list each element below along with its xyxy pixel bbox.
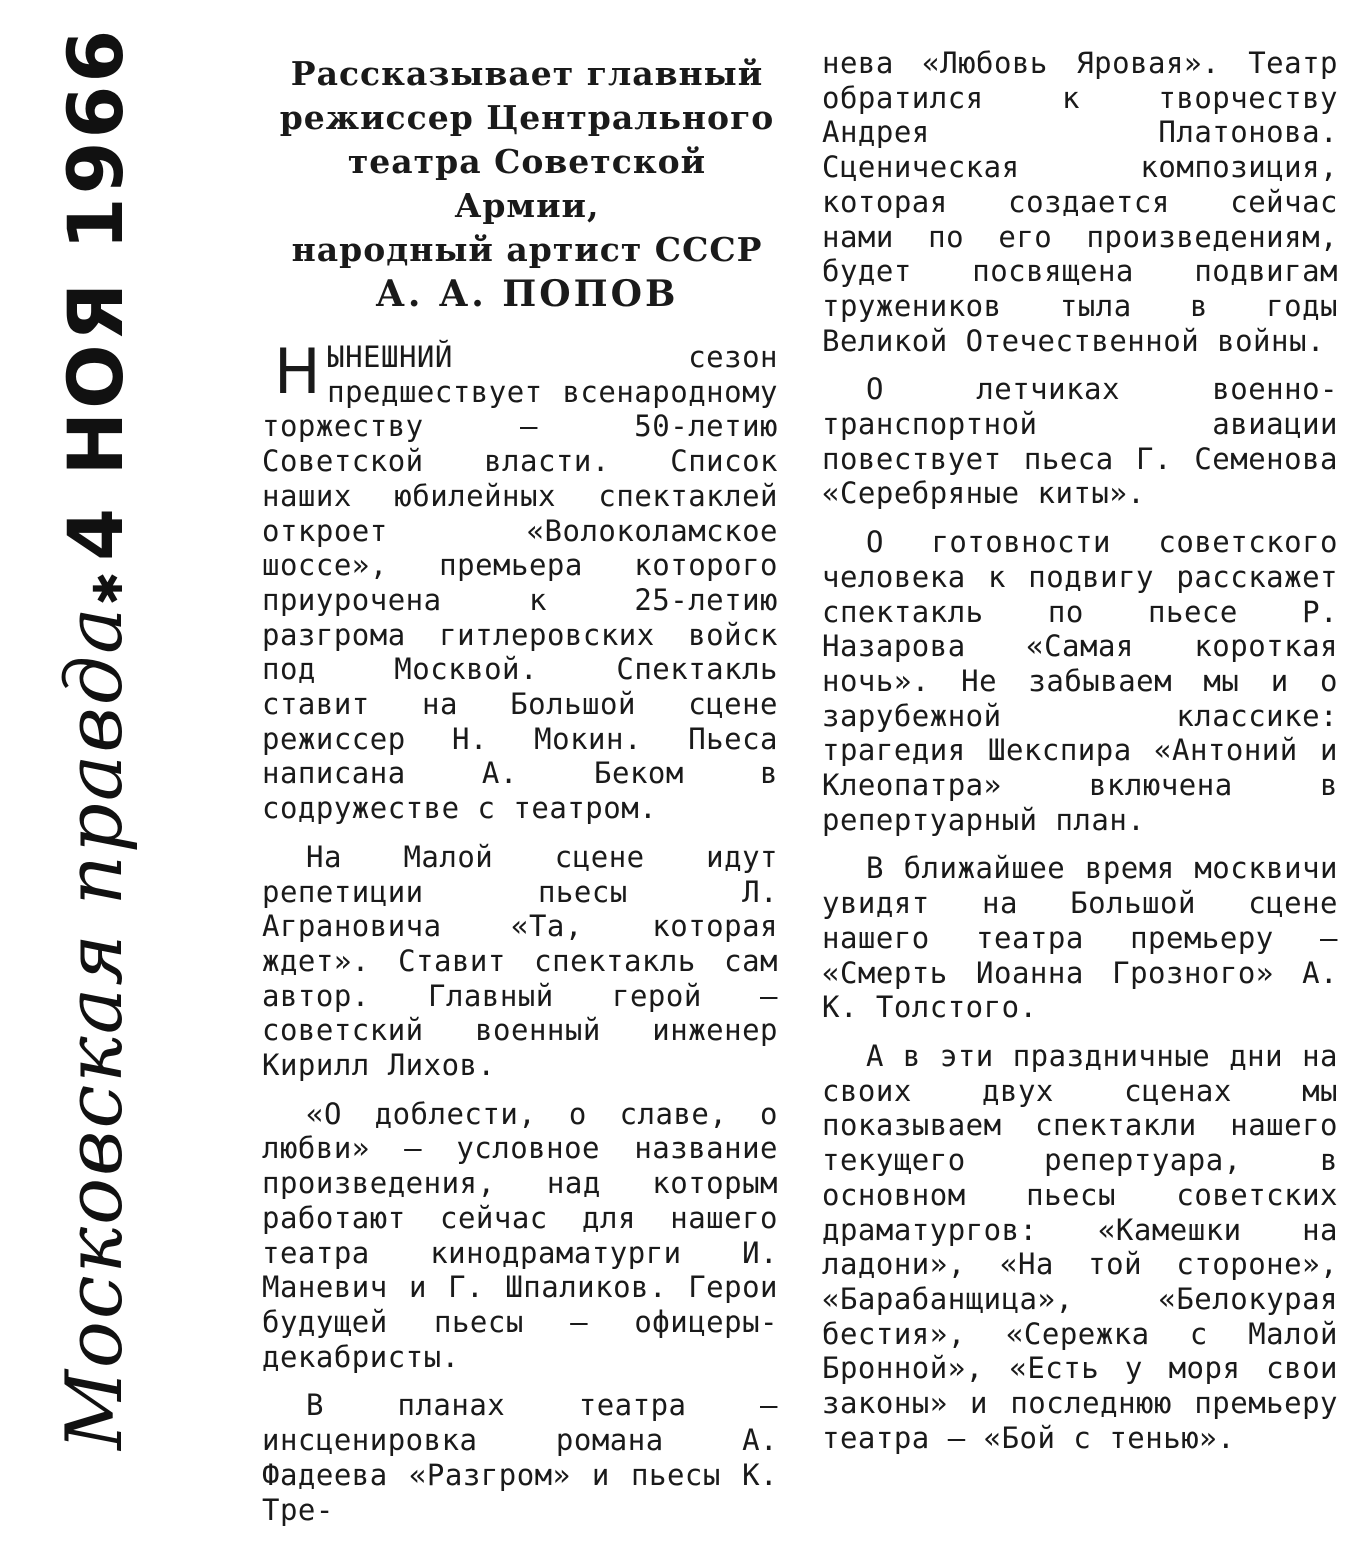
headline-line-5: народный артист СССР bbox=[291, 230, 763, 269]
headline-line-3: театра Советской bbox=[347, 142, 707, 181]
paragraph-text: ЫНЕШНИЙ сезон предшествует всенародному торжеству — 50-летию Советской власти. Список наших юбилейных спектаклей откроет «Волоколамское шоссе», премьера которого приурочена к 25-летию разгрома гитлеровских войск под Москвой. Спектакль ставит на Большой сцене режиссер Н. Мокин. Пьеса написана А. Беком в содружестве с театром. bbox=[262, 340, 778, 826]
article-paragraph: А в эти праздничные дни на своих двух сценах мы показываем спектакли нашего текущего репертуара, в основном пьесы советских драматургов: «Камешки на ладони», «На той стороне», «Барабанщица», «Белокурая бестия», «Сережка с Малой Бронной», «Есть у моря свои законы» и последнюю премьеру театра — «Бой с тенью». bbox=[822, 1038, 1338, 1455]
article-paragraph: О летчиках военно-транспортной авиации повествует пьеса Г. Семенова «Серебряные киты». bbox=[822, 372, 1338, 511]
article-paragraph: В ближайшее время москвичи увидят на Большой сцене нашего театра премьеру — «Смерть Иоанна Грозного» А. К. Толстого. bbox=[822, 851, 1338, 1025]
headline-line-2: режиссер Центрального bbox=[279, 98, 775, 137]
article-column-left bbox=[262, 335, 778, 1541]
article-paragraph bbox=[262, 335, 778, 826]
article-paragraph: На Малой сцене идут репетиции пьесы Л. Аграновича «Та, которая ждет». Ставит спектакль сам автор. Главный герой — советский военный инженер Кирилл Лихов. bbox=[262, 839, 778, 1083]
drop-cap: Н bbox=[274, 335, 322, 408]
date-stamp-text: 4 НОЯ 1966 bbox=[50, 26, 140, 561]
margin-annotation bbox=[15, 26, 175, 1450]
article-paragraph: О готовности советского человека к подвигу расскажет спектакль по пьесе Р. Назарова «Самая короткая ночь». Не забываем мы и о зарубежной классике: трагедия Шекспира «Антоний и Клеопатра» включена в репертуарный план. bbox=[822, 525, 1338, 837]
headline-author: А. А. ПОПОВ bbox=[375, 273, 679, 315]
handwritten-source-note: Московская правда bbox=[50, 605, 140, 1450]
article-column-right bbox=[822, 46, 1338, 1469]
date-stamp bbox=[51, 27, 140, 606]
stamp-mark-icon: ✱ bbox=[85, 568, 132, 606]
headline-line-1: Рассказывает главный bbox=[290, 54, 764, 93]
headline-line-4: Армии, bbox=[454, 186, 600, 225]
article-paragraph: «О доблести, о славе, о любви» — условное название произведения, над которым работают сейчас для нашего театра кинодраматурги И. Маневич и Г. Шпаликов. Герои будущей пьесы — офицеры-декабристы. bbox=[262, 1096, 778, 1374]
article-paragraph: нева «Любовь Яровая». Театр обратился к творчеству Андрея Платонова. Сценическая композиция, которая создается сейчас нами по его произведениям, будет посвящена подвигам тружеников тыла в годы Великой Отечественной войны. bbox=[822, 46, 1338, 358]
article-headline bbox=[262, 52, 792, 316]
article-paragraph: В планах театра — инсценировка романа А. Фадеева «Разгром» и пьесы К. Тре- bbox=[262, 1388, 778, 1527]
